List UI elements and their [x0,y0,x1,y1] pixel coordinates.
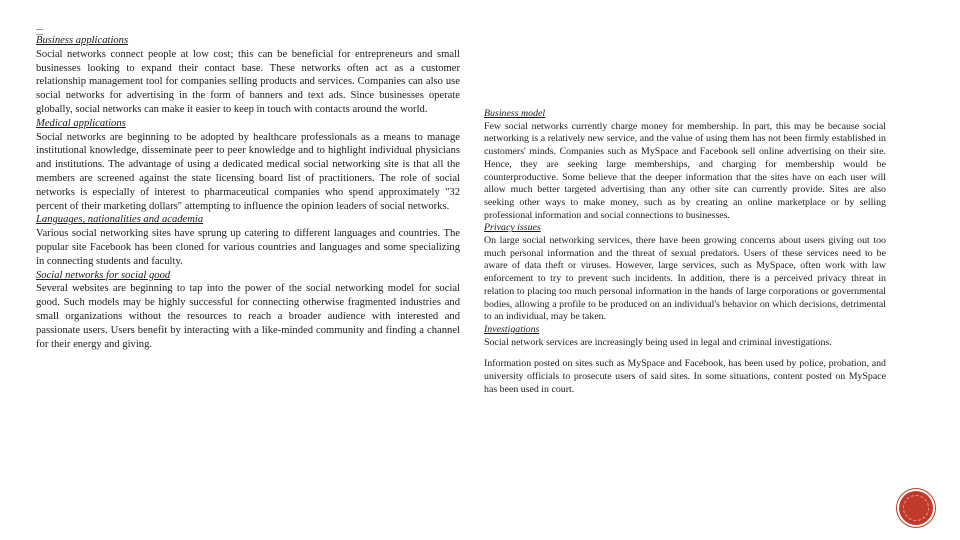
right-text-column [484,108,886,396]
paragraph-privacy-issues: On large social networking services, there have been growing concerns about users giving out too much personal information and the threat of sexual predators. Users of these services need to be aware of data theft or viruses. However, large services, such as MySpace, often work with law enforcement to try to prevent such incidents. In addition, there is a perceived privacy threat in relation to placing too much personal information in the hands of large corporations or governmental bodies, allowing a profile to be produced on an individual's behavior on which decisions, detrimental to an individual, may be taken. [484,235,886,323]
paragraph-social-good: Several websites are beginning to tap into the power of the social networking model for social good. Such models may be highly successful for connecting otherwise fragmented industries and small organizations without the resources to reach a broader audience with interested and passionate users. Users benefit by interacting with a like-minded community and finding a channel for their energy and giving. [36,283,460,350]
heading-privacy-issues: Privacy issues [484,222,541,234]
heading-medical-applications: Medical applications [36,117,126,129]
paragraph-investigations: Social network services are increasingly being used in legal and criminal investigations. [484,336,832,348]
left-text-column [36,34,460,351]
paragraph-languages-academia: Various social networking sites have sprung up catering to different languages and countries. The popular site Facebook has been cloned for various countries and languages and some specializing in connecting students and faculty. [36,228,460,267]
paragraph-investigations-followup: Information posted on sites such as MySpace and Facebook, has been used by police, probation, and university officials to prosecute users of said sites. In some situations, content posted on MySpace has been used in court. [484,358,886,395]
heading-investigations: Investigations [484,323,540,335]
paragraph-business-model: Few social networks currently charge money for membership. In part, this may be because social networking is a relatively new service, and the value of using them has not been firmly established in customers' minds. Companies such as MySpace and Facebook sell online advertising on their site. Hence, they are seeking large memberships, and charging for membership would be counterproductive. Some believe that the deeper information that the sites have on each user will allow much better targeted advertising than any other site can currently provide. Sites are also seeking other ways to make money, such as by creating an online marketplace or by selling professional information and social connections to businesses. [484,120,886,221]
heading-business-model: Business model [484,108,546,119]
slide-number-badge [899,491,933,525]
paragraph-business-applications: Social networks connect people at low cost; this can be beneficial for entrepreneurs and small businesses looking to expand their contact base. These networks often act as a customer relationship management tool for companies selling products and services. Companies can also use social networks for advertising in the form of banners and text ads. Since businesses operate globally, social networks can make it easier to keep in touch with contacts around the world. [36,48,460,115]
heading-languages-academia: Languages, nationalities and academia [36,214,204,226]
paragraph-medical-applications: Social networks are beginning to be adopted by healthcare professionals as a means to manage institutional knowledge, disseminate peer to peer knowledge and to highlight individual physicians and institutions. The advantage of using a dedicated medical social networking site is that all the members are screened against the state licensing board list of practitioners. The role of social networks is especially of interest to pharmaceutical companies who spend approximately "32 percent of their marketing dollars" attempting to influence the opinion leaders of social networks. [36,131,460,212]
heading-social-good: Social networks for social good [36,269,171,281]
badge-ring-icon [903,495,929,521]
heading-business-applications: Business applications [36,35,129,46]
